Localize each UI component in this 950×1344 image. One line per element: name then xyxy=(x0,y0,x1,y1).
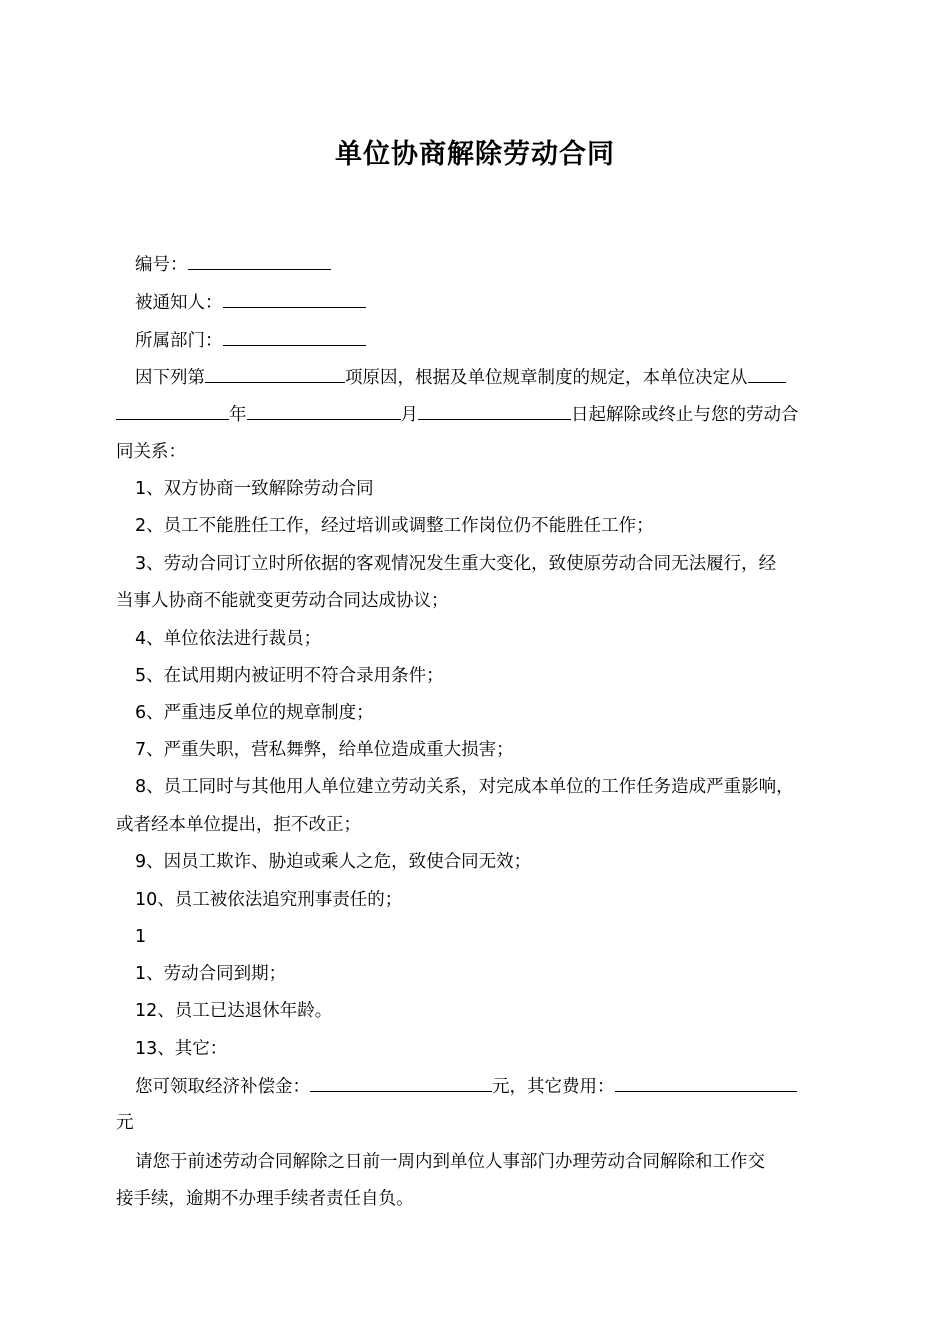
department-field xyxy=(135,329,366,352)
day-blank[interactable] xyxy=(418,403,571,420)
intro-line-2 xyxy=(116,403,799,426)
reason-item: 4、单位依法进行裁员； xyxy=(135,629,322,649)
reason-number-blank[interactable] xyxy=(205,366,345,383)
number-blank[interactable] xyxy=(188,253,331,270)
compensation-line xyxy=(135,1075,797,1098)
intro-part2: 项原因，根据及单位规章制度的规定，本单位决定从 xyxy=(345,368,748,388)
closing-line-2: 接手续，逾期不办理手续者责任自负。 xyxy=(116,1189,414,1209)
intro-part1: 因下列第 xyxy=(135,368,205,388)
closing-line-1: 请您于前述劳动合同解除之日前一周内到单位人事部门办理劳动合同解除和工作交 xyxy=(135,1152,765,1172)
reason-item: 3、劳动合同订立时所依据的客观情况发生重大变化，致使原劳动合同无法履行，经 xyxy=(135,554,777,574)
document-title: 单位协商解除劳动合同 xyxy=(335,139,615,170)
reason-item: 7、严重失职，营私舞弊，给单位造成重大损害； xyxy=(135,740,514,760)
year-blank[interactable] xyxy=(116,403,229,420)
reason-item-continued: 当事人协商不能就变更劳动合同达成协议； xyxy=(116,591,449,611)
compensation-blank[interactable] xyxy=(310,1075,492,1092)
day-suffix: 日起解除或终止与您的劳动合 xyxy=(571,405,799,425)
month-label: 月 xyxy=(400,405,418,425)
department-blank[interactable] xyxy=(223,329,366,346)
reason-item: 1、劳动合同到期； xyxy=(135,964,287,984)
intro-line-1 xyxy=(135,366,786,389)
intro-line-3: 同关系： xyxy=(116,442,186,462)
reason-item: 9、因员工欺诈、胁迫或乘人之危，致使合同无效； xyxy=(135,852,532,872)
reason-item: 2、员工不能胜任工作，经过培训或调整工作岗位仍不能胜任工作； xyxy=(135,516,654,536)
reason-item-continued: 或者经本单位提出，拒不改正； xyxy=(116,815,361,835)
number-field xyxy=(135,253,331,276)
notified-field xyxy=(135,291,366,314)
start-blank[interactable] xyxy=(748,366,786,383)
department-label: 所属部门： xyxy=(135,331,223,351)
reason-item: 12、员工已达退休年龄。 xyxy=(135,1001,333,1021)
compensation-label: 您可领取经济补偿金： xyxy=(135,1077,310,1097)
year-label: 年 xyxy=(229,405,247,425)
reason-item: 10、员工被依法追究刑事责任的； xyxy=(135,890,403,910)
reason-item: 5、在试用期内被证明不符合录用条件； xyxy=(135,666,444,686)
reason-item: 6、严重违反单位的规章制度； xyxy=(135,703,374,723)
month-blank[interactable] xyxy=(247,403,401,420)
reason-item: 1、双方协商一致解除劳动合同 xyxy=(135,479,374,499)
notified-label: 被通知人： xyxy=(135,293,223,313)
reason-item: 13、其它： xyxy=(135,1039,228,1059)
compensation-unit-line: 元 xyxy=(116,1113,134,1133)
page-number-text: 1 xyxy=(135,927,147,947)
other-fees-blank[interactable] xyxy=(615,1075,797,1092)
compensation-unit: 元，其它费用： xyxy=(492,1077,615,1097)
reason-item: 8、员工同时与其他用人单位建立劳动关系，对完成本单位的工作任务造成严重影响， xyxy=(135,777,794,797)
notified-blank[interactable] xyxy=(223,291,366,308)
number-label: 编号： xyxy=(135,255,188,275)
